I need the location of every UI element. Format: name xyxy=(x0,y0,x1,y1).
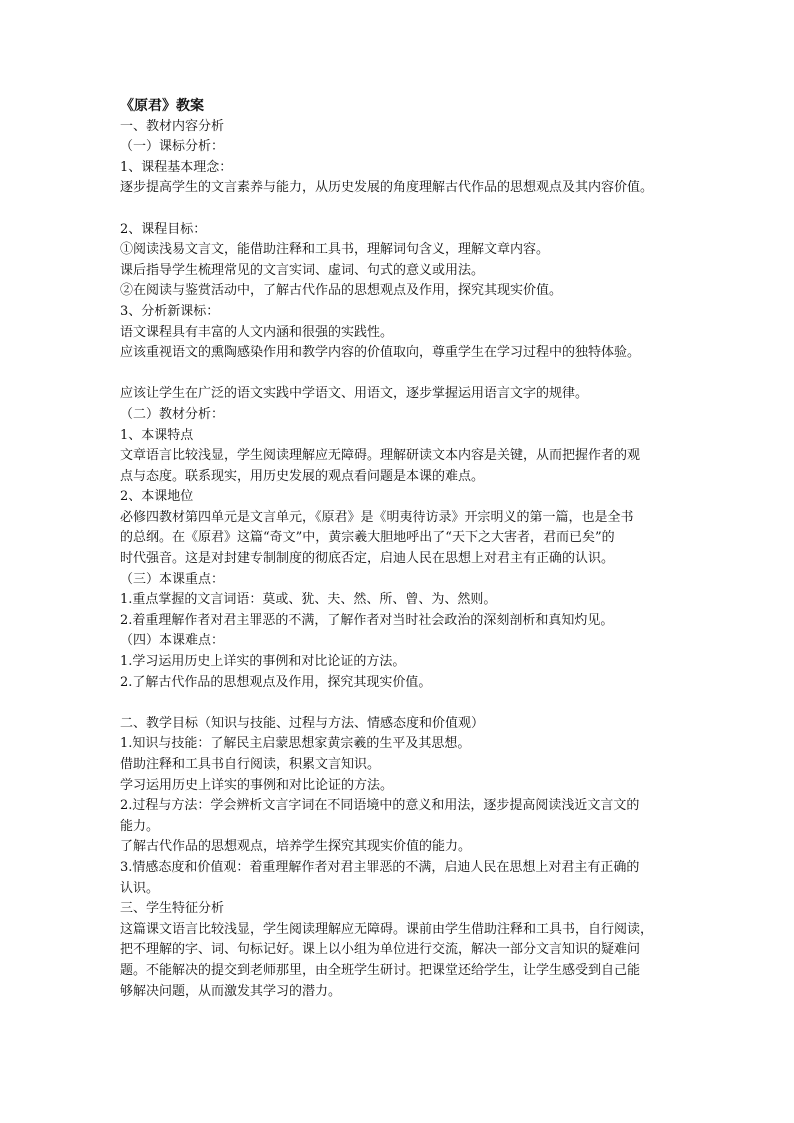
text-line: （三）本课重点： xyxy=(120,571,225,587)
text-line: 必修四教材第四单元是文言单元，《原君》是《明夷待访录》开宗明义的第一篇，也是全书 xyxy=(120,509,634,525)
text-line: 2、本课地位 xyxy=(120,489,194,505)
text-line: 把不理解的字、词、句标记好。课上以小组为单位进行交流，解决一部分文言知识的疑难问 xyxy=(120,942,641,958)
text-line: 1、课程基本理念： xyxy=(120,159,233,175)
blank-line xyxy=(120,693,690,714)
text-line: ②在阅读与鉴赏活动中，了解古代作品的思想观点及作用，探究其现实价值。 xyxy=(120,283,563,299)
text-line: 一、教材内容分析 xyxy=(120,118,225,134)
text-line: 题。不能解决的提交到老师那里，由全班学生研讨。把课堂还给学生，让学生感受到自己能 xyxy=(120,962,641,978)
text-line: 语文课程具有丰富的人文内涵和很强的实践性。 xyxy=(120,324,394,340)
text-line: 2.着重理解作者对君主罪恶的不满，了解作者对当时社会政治的深刻剖析和真知灼见。 xyxy=(120,612,614,628)
text-line: 3、分析新课标： xyxy=(120,303,220,319)
text-line: 2.了解古代作品的思想观点及作用，探究其现实价值。 xyxy=(120,674,432,690)
text-line: 1、本课特点 xyxy=(120,427,194,443)
text-line: 逐步提高学生的文言素养与能力，从历史发展的角度理解古代作品的思想观点及其内容价值。 xyxy=(120,180,654,196)
text-line: （四）本课难点： xyxy=(120,633,225,649)
text-line: ①阅读浅易文言文，能借助注释和工具书，理解词句含义，理解文章内容。 xyxy=(120,242,550,258)
text-line: 1.学习运用历史上详实的事例和对比论证的方法。 xyxy=(120,654,406,670)
text-line: 能力。 xyxy=(120,818,160,834)
document-title: 《原君》教案 xyxy=(120,98,204,114)
text-line: 1.知识与技能：了解民主启蒙思想家黄宗羲的生平及其思想。 xyxy=(120,736,471,752)
text-line: 3.情感态度和价值观：着重理解作者对君主罪恶的不满，启迪人民在思想上对君主有正确的 xyxy=(120,859,640,875)
text-line: 点与态度。联系现实，用历史发展的观点看问题是本课的难点。 xyxy=(120,468,485,484)
blank-line xyxy=(120,199,690,220)
text-line: 够解决问题，从而激发其学习的潜力。 xyxy=(120,983,342,999)
text-line: 2.过程与方法：学会辨析文言字词在不同语境中的意义和用法，逐步提高阅读浅近文言文的 xyxy=(120,798,640,814)
text-line: 应该让学生在广泛的语文实践中学语文、用语文，逐步掌握运用语言文字的规律。 xyxy=(120,386,589,402)
text-line: 时代强音。这是对封建专制制度的彻底否定，启迪人民在思想上对君主有正确的认识。 xyxy=(120,551,615,567)
text-line: 了解古代作品的思想观点，培养学生探究其现实价值的能力。 xyxy=(120,839,472,855)
text-line: 文章语言比较浅显，学生阅读理解应无障碍。理解研读文本内容是关键，从而把握作者的观 xyxy=(120,448,641,464)
text-line: （一）课标分析： xyxy=(120,139,225,155)
text-line: 应该重视语文的熏陶感染作用和教学内容的价值取向，尊重学生在学习过程中的独特体验。 xyxy=(120,345,641,361)
text-line: 借助注释和工具书自行阅读，积累文言知识。 xyxy=(120,757,381,772)
blank-line xyxy=(120,364,690,385)
text-line: 认识。 xyxy=(120,880,160,896)
text-line: （二）教材分析： xyxy=(120,406,225,422)
document-page xyxy=(120,96,690,1002)
text-line: 这篇课文语言比较浅显，学生阅读理解应无障碍。课前由学生借助注释和工具书，自行阅读， xyxy=(120,921,654,937)
text-line: 1.重点掌握的文言词语：莫或、犹、夫、然、所、曾、为、然则。 xyxy=(120,592,497,608)
text-line: 2、课程目标： xyxy=(120,221,207,237)
text-line: 课后指导学生梳理常见的文言实词、虚词、句式的意义或用法。 xyxy=(120,262,485,278)
text-line: 三、学生特征分析 xyxy=(120,901,225,917)
text-line: 的总纲。在《原君》这篇“奇文”中，黄宗羲大胆地呼出了“天下之大害者，君而已矣”的 xyxy=(120,530,615,546)
text-line: 学习运用历史上详实的事例和对比论证的方法。 xyxy=(120,777,394,793)
text-line: 二、教学目标（知识与技能、过程与方法、情感态度和价值观） xyxy=(120,715,485,731)
